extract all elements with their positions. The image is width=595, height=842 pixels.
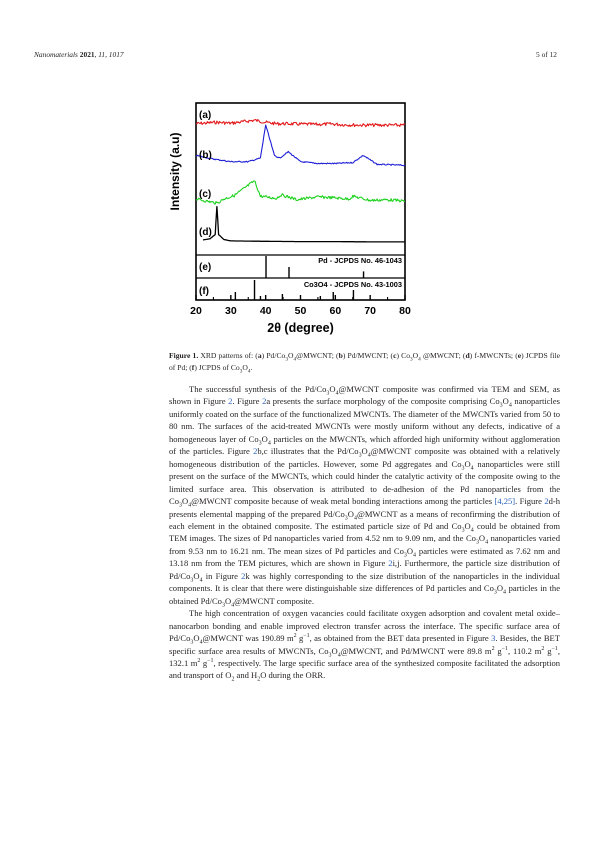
paragraph: The high concentration of oxygen vacancies could facilitate oxygen adsorption and covalent metal oxide–nanocarbon bonding and enable improved electron transfer across the interface. The specific surface area of $Pd/Co_3O_4@MWCNT$ was 190.89 $m^2$ $g^{-1}$, as obtained from the BET data presented in Figure 3. Besides, the BET specific surface area results of MWCNTs, $Co_3O_4@MWCNT$, and Pd/MWCNT were 89.8 $m^2$ $g^{-1}$, 110.2 $m^2$ $g^{-1}$, 132.1 $m^2$ $g^{-1}$, respectively. The large specific surface area of the synthesized composite facilitated the adsorption and transport of $O_2$ and $H_2O$ during the ORR. (169, 608, 560, 684)
figure-link[interactable]: 2 (388, 558, 393, 569)
figure-link[interactable]: 3 (491, 633, 496, 644)
panel-label-d: (d) (199, 227, 212, 238)
x-tick-label: 20 (190, 305, 202, 317)
xrd-curve-c (196, 181, 405, 204)
panel-label-a: (a) (199, 110, 212, 121)
figure-link[interactable]: 2 (253, 446, 258, 457)
figure-link[interactable]: 2 (228, 396, 233, 407)
annotation-co3o4: Co3O4 - JCPDS No. 43-1003 (303, 280, 402, 289)
paragraph: The successful synthesis of the $Pd/Co_3O_4@MWCNT$ composite was confirmed via TEM and SEM, as shown in Figure 2. Figure 2a presents the surface morphology of the composite comprising $Co_3O_4$ nanoparticles uniformly coated on the surface of the functionalized MWCNTs. The diameter of the MWCNTs varied from 50 to 80 nm. The surfaces of the acid-treated MWCNTs were mostly uniform without any defects, indicative of a homogeneous layer of $Co_3O_4$ particles on the MWCNTs, which afforded high uniformity without agglomeration of the particles. Figure 2b,c illustrates that the $Pd/Co_3O_4@MWCNT$ composite was obtained with a relatively homogeneous distribution of the particles. However, some Pd aggregates and $Co_3O_4$ nanoparticles were still present on the surface of the MWCNTs, which could hinder the catalytic activity of the composite owing to the limited surface area. This observation is attributed to de-adhesion of the Pd nanoparticles from the $Co_3O_4@MWCNT$ composite because of weak metal bonding interactions among the particles [4,25]. Figure 2d-h presents elemental mapping of the prepared $Pd/Co_3O_4@MWCNT$ as a means of reconfirming the distribution of each element in the obtained composite. The estimated particle size of Pd and $Co_3O_4$ could be obtained from TEM images. The sizes of Pd nanoparticles varied from 4.52 nm to 9.09 nm, and the $Co_3O_4$ nanoparticles varied from 9.53 nm to 16.21 nm. The mean sizes of Pd particles and $Co_3O_4$ particles were estimated as 7.62 nm and 13.18 nm from the TEM pictures, which are shown in Figure 2i,j. Furthermore, the particle size distribution of $Pd/Co_3O_4$ in Figure 2k was highly corresponding to the size distribution of the nanoparticles in the individual components. It is clear that there were distinguishable size differences of Pd particles and $Co_3O_4$ particles in the obtained $Pd/Co_3O_4@MWCNT$ composite. (169, 384, 561, 609)
x-tick-label: 80 (399, 305, 411, 317)
citation-link[interactable]: [4,25] (494, 496, 516, 507)
figure-link[interactable]: 2 (544, 496, 549, 507)
body-text (169, 383, 560, 682)
x-tick-label: 70 (364, 305, 377, 317)
x-tick-label: 60 (329, 305, 342, 317)
page-number: 5 of 12 (536, 50, 557, 59)
x-tick-label: 40 (259, 305, 272, 317)
xrd-curve-d (203, 207, 405, 242)
x-tick-label: 50 (294, 305, 307, 317)
page-header (34, 50, 557, 62)
y-axis-label: Intensity (a.u) (168, 132, 182, 211)
xrd-curve-b (196, 125, 405, 166)
xrd-figure (160, 98, 420, 340)
figure-link[interactable]: 2 (241, 570, 246, 581)
panel-label-c: (c) (199, 189, 212, 200)
panel-label-e: (e) (199, 262, 212, 273)
x-tick-label: 30 (224, 305, 237, 317)
figure-link[interactable]: 2 (262, 396, 267, 407)
annotation-pd: Pd - JCPDS No. 46-1043 (318, 256, 402, 265)
caption-label: Figure 1. (169, 351, 199, 360)
journal-citation: Nanomaterials 2021, 11, 1017 (34, 50, 124, 59)
x-axis-label: 2θ (degree) (267, 321, 334, 335)
figure-caption: Figure 1. XRD patterns of: (a) $Pd/Co_3O_4@MWCNT$; (b) Pd/MWCNT; (c) $Co_3O_4$ @MWCNT; (d) f-MWCNTs; (e) JCPDS file of Pd; (f) JCPDS of $Co_3O_4$. (169, 351, 560, 375)
panel-label-b: (b) (199, 150, 212, 161)
xrd-curve-a (196, 120, 405, 127)
panel-label-f: (f) (199, 286, 209, 297)
